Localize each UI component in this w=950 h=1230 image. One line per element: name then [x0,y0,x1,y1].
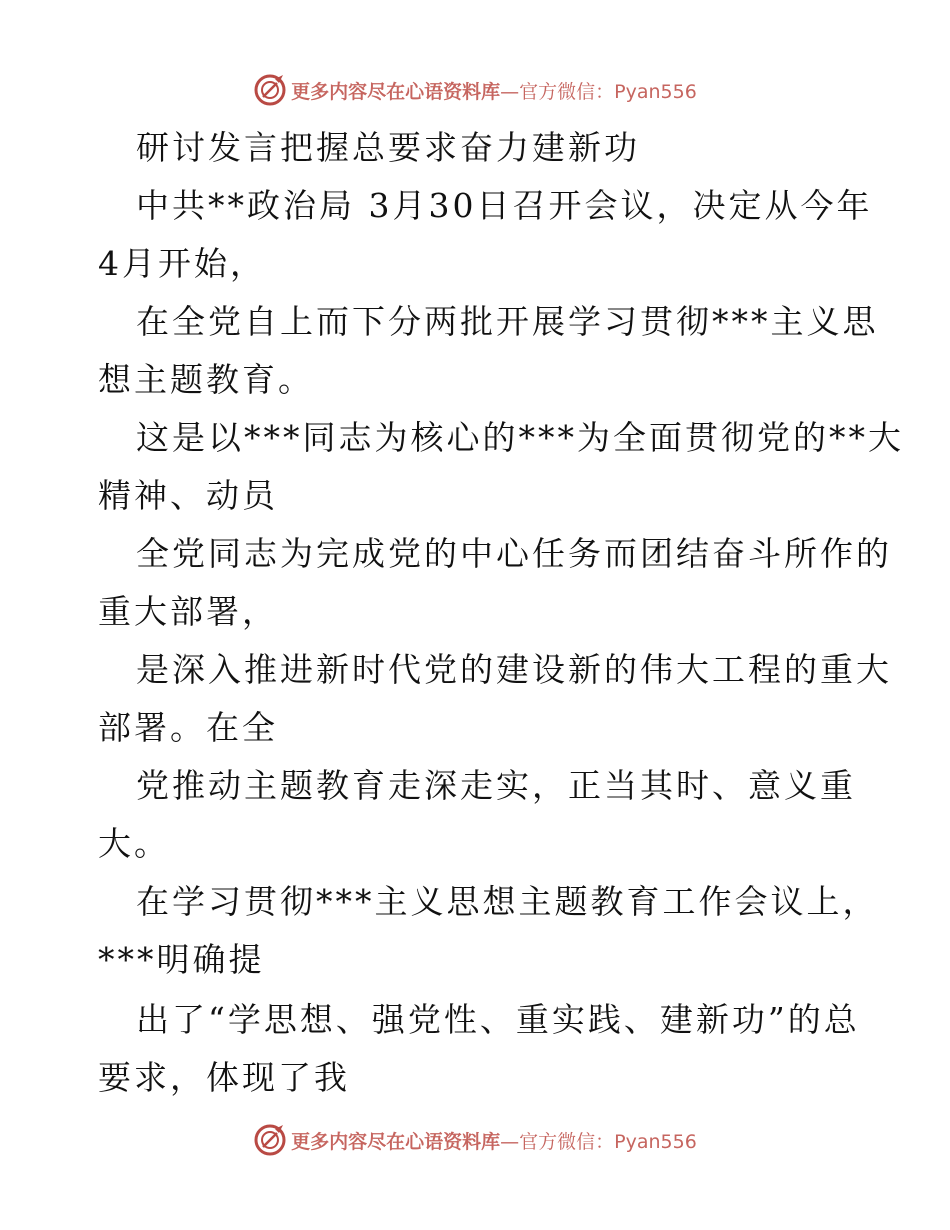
document-title: 研讨发言把握总要求奋力建新功 [136,128,640,167]
paragraph-line: ***明确提 [98,940,265,979]
paragraph-line: 中共**政治局 3月30日召开会议，决定从今年 [136,186,873,225]
paragraph-line: 在全党自上而下分两批开展学习贯彻***主义思 [136,302,879,341]
paragraph-line: 精神、动员 [98,476,278,515]
paragraph-line: 出了“学思想、强党性、重实践、建新功”的总 [136,1000,860,1039]
paragraph-line: 部署。在全 [98,708,278,747]
watermark-main-text: 更多内容尽在心语资料库 [291,1130,501,1153]
paragraph-line: 要求，体现了我 [98,1058,350,1097]
paragraph-line: 大。 [98,824,170,863]
paragraph-line: 全党同志为完成党的中心任务而团结奋斗所作的 [136,534,892,573]
paragraph-line: 4月开始， [98,244,266,283]
paragraph-line: 党推动主题教育走深走实，正当其时、意义重 [136,766,856,805]
quill-seal-icon [253,1123,287,1157]
watermark-contact-text: —官方微信：Pyan556 [500,1130,697,1153]
watermark-main-text: 更多内容尽在心语资料库 [291,80,501,103]
paragraph-line: 这是以***同志为核心的***为全面贯彻党的**大 [136,418,904,457]
header-watermark-banner [0,68,950,112]
watermark-contact-text: —官方微信：Pyan556 [500,80,697,103]
paragraph-line: 在学习贯彻***主义思想主题教育工作会议上， [136,882,879,921]
paragraph-line: 是深入推进新时代党的建设新的伟大工程的重大 [136,650,892,689]
paragraph-line: 重大部署， [98,592,278,631]
quill-seal-icon [253,73,287,107]
footer-watermark-banner [0,1118,950,1162]
paragraph-line: 想主题教育。 [98,360,314,399]
